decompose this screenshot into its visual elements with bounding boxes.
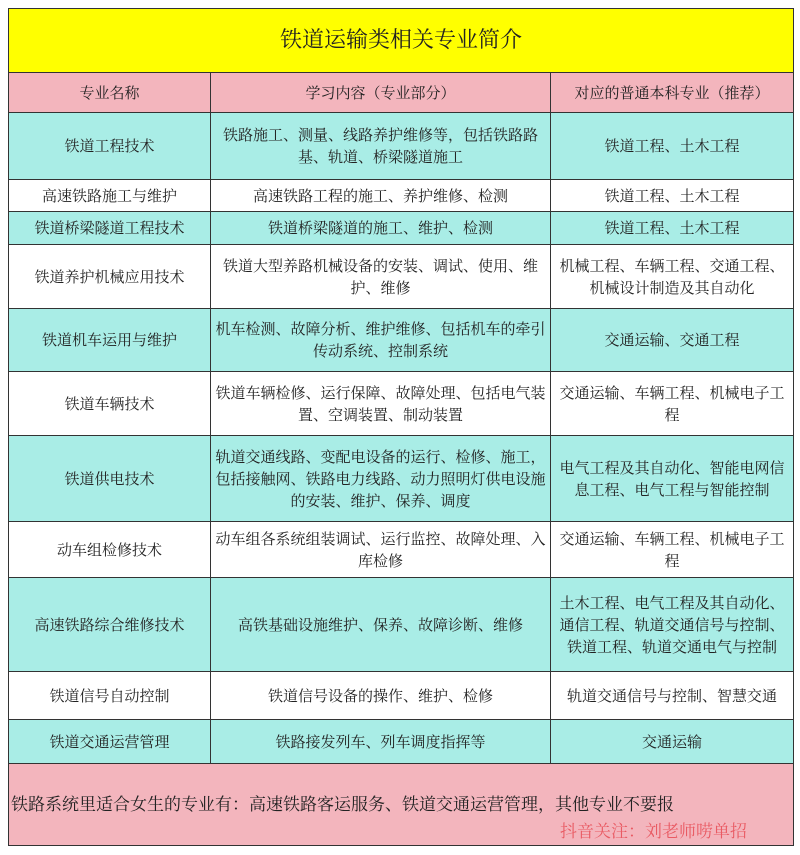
cell-content: 高铁基础设施维护、保养、故障诊断、维修 [211,578,551,672]
table-row [9,113,794,180]
cell-content: 铁路施工、测量、线路养护维修等，包括铁路路基、轨道、桥梁隧道施工 [211,113,551,180]
majors-table-container [8,8,793,846]
cell-name: 铁道机车运用与维护 [9,309,211,372]
table-row [9,578,794,672]
cell-major: 铁道工程、土木工程 [551,180,794,212]
cell-major: 交通运输、车辆工程、机械电子工程 [551,522,794,578]
cell-name: 铁道供电技术 [9,436,211,522]
cell-major: 电气工程及其自动化、智能电网信息工程、电气工程与智能控制 [551,436,794,522]
header-content: 学习内容（专业部分） [211,73,551,113]
cell-content: 铁路接发列车、列车调度指挥等 [211,720,551,764]
cell-content: 高速铁路工程的施工、养护维修、检测 [211,180,551,212]
cell-major: 铁道工程、土木工程 [551,212,794,245]
table-title: 铁道运输类相关专业简介 [9,9,794,73]
cell-name: 高速铁路综合维修技术 [9,578,211,672]
cell-name: 铁道信号自动控制 [9,672,211,720]
cell-content: 铁道桥梁隧道的施工、维护、检测 [211,212,551,245]
cell-content: 铁道信号设备的操作、维护、检修 [211,672,551,720]
cell-content: 铁道车辆检修、运行保障、故障处理、包括电气装置、空调装置、制动装置 [211,372,551,436]
cell-content: 机车检测、故障分析、维护维修、包括机车的牵引传动系统、控制系统 [211,309,551,372]
table-row [9,180,794,212]
cell-name: 铁道车辆技术 [9,372,211,436]
header-name: 专业名称 [9,73,211,113]
table-row [9,436,794,522]
cell-name: 铁道养护机械应用技术 [9,245,211,309]
table-row [9,372,794,436]
cell-name: 铁道桥梁隧道工程技术 [9,212,211,245]
table-row [9,672,794,720]
cell-name: 高速铁路施工与维护 [9,180,211,212]
cell-name: 铁道工程技术 [9,113,211,180]
cell-name: 动车组检修技术 [9,522,211,578]
watermark: 抖音关注：刘老师唠单招 [560,822,747,842]
cell-major: 交通运输、交通工程 [551,309,794,372]
table-row [9,245,794,309]
cell-major: 交通运输 [551,720,794,764]
cell-major: 交通运输、车辆工程、机械电子工程 [551,372,794,436]
majors-table [8,8,794,846]
footer-note: 铁路系统里适合女生的专业有：高速铁路客运服务、铁道交通运营管理，其他专业不要报 [9,764,794,846]
cell-content: 动车组各系统组装调试、运行监控、故障处理、入库检修 [211,522,551,578]
cell-name: 铁道交通运营管理 [9,720,211,764]
cell-major: 轨道交通信号与控制、智慧交通 [551,672,794,720]
cell-major: 铁道工程、土木工程 [551,113,794,180]
header-row [9,73,794,113]
table-row [9,212,794,245]
cell-content: 轨道交通线路、变配电设备的运行、检修、施工，包括接触网、铁路电力线路、动力照明灯供电设施的安装、维护、保养、调度 [211,436,551,522]
cell-major: 土木工程、电气工程及其自动化、通信工程、轨道交通信号与控制、铁道工程、轨道交通电气与控制 [551,578,794,672]
cell-content: 铁道大型养路机械设备的安装、调试、使用、维护、维修 [211,245,551,309]
cell-major: 机械工程、车辆工程、交通工程、机械设计制造及其自动化 [551,245,794,309]
table-row [9,522,794,578]
table-row [9,309,794,372]
header-major: 对应的普通本科专业（推荐） [551,73,794,113]
table-row [9,720,794,764]
